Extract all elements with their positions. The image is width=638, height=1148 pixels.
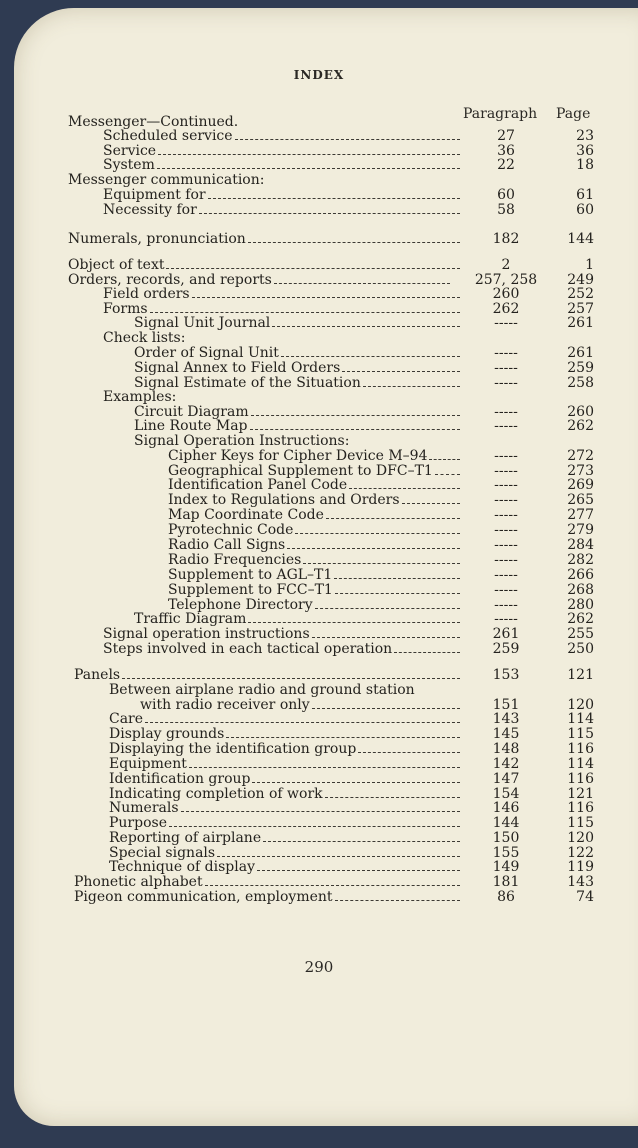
entry-label: Orders, records, and reports [68, 272, 272, 288]
entry-label: Display grounds [109, 726, 225, 742]
entry-paragraph: ----- [494, 597, 518, 613]
entry-label: Radio Call Signs [168, 537, 286, 553]
entry-label: Displaying the identification group [109, 741, 357, 757]
index-entry [0, 286, 638, 302]
index-entry [0, 330, 638, 346]
index-entry [0, 448, 638, 464]
entry-paragraph: ----- [494, 552, 518, 568]
dot-leader [274, 283, 450, 284]
dot-leader [248, 242, 460, 243]
entry-page: 257 [567, 301, 594, 317]
entry-paragraph: 36 [497, 143, 515, 159]
entry-paragraph: 155 [492, 845, 520, 861]
entry-page: 272 [567, 448, 594, 464]
entry-label: Panels [74, 667, 121, 683]
entry-paragraph: 146 [492, 800, 520, 816]
index-entry [0, 345, 638, 361]
entry-page: 279 [567, 522, 594, 538]
entry-page: 121 [567, 667, 594, 683]
dot-leader [217, 856, 460, 857]
entry-label: Messenger—Continued. [68, 114, 239, 130]
entry-paragraph: ----- [494, 492, 518, 508]
entry-paragraph: ----- [494, 448, 518, 464]
index-entry [0, 389, 638, 405]
entry-paragraph: 148 [492, 741, 520, 757]
entry-label: Line Route Map [134, 418, 248, 434]
entry-paragraph: 182 [492, 231, 520, 247]
dot-leader [334, 578, 460, 579]
entry-label: Necessity for [103, 202, 197, 218]
entry-paragraph: ----- [494, 404, 518, 420]
dot-leader [312, 637, 460, 638]
entry-label: Index to Regulations and Orders [168, 492, 400, 508]
dot-leader [250, 429, 460, 430]
index-entry [0, 611, 638, 627]
entry-page: 262 [567, 611, 594, 627]
entry-paragraph: 260 [492, 286, 520, 302]
entry-page: 261 [567, 315, 594, 331]
entry-paragraph: 261 [492, 626, 520, 642]
entry-paragraph: ----- [494, 582, 518, 598]
dot-leader [181, 811, 460, 812]
entry-paragraph: ----- [494, 345, 518, 361]
entry-page: 255 [567, 626, 594, 642]
entry-label: Technique of display [109, 859, 255, 875]
entry-page: 266 [567, 567, 594, 583]
entry-paragraph: 22 [497, 157, 515, 173]
entry-label: Numerals, pronunciation [68, 231, 246, 247]
dot-leader [312, 708, 460, 709]
entry-label: Radio Frequencies [168, 552, 302, 568]
entry-page: 116 [567, 800, 594, 816]
index-entry [0, 507, 638, 523]
dot-leader [145, 722, 460, 723]
index-entry [0, 128, 638, 144]
entry-label: Field orders [103, 286, 190, 302]
dot-leader [251, 415, 460, 416]
index-entry [0, 667, 638, 683]
entry-page: 260 [567, 404, 594, 420]
entry-label: Purpose [109, 815, 167, 831]
page-number: 290 [304, 958, 334, 976]
entry-label: Order of Signal Unit [134, 345, 279, 361]
entry-label: with radio receiver only [140, 697, 310, 713]
index-entry [0, 202, 638, 218]
entry-label: Signal Annex to Field Orders [134, 360, 341, 376]
dot-leader [287, 548, 460, 549]
entry-page: 36 [576, 143, 594, 159]
index-entry [0, 726, 638, 742]
entry-page: 261 [567, 345, 594, 361]
entry-page: 120 [567, 697, 594, 713]
entry-paragraph: 143 [492, 711, 520, 727]
entry-label: Check lists: [103, 330, 186, 346]
entry-paragraph: ----- [494, 463, 518, 479]
dot-leader [315, 608, 460, 609]
index-entry [0, 477, 638, 493]
index-entry [0, 433, 638, 449]
entry-label: Pigeon communication, employment [74, 889, 333, 905]
index-entry [0, 771, 638, 787]
paragraph-column-header: Paragraph [463, 106, 538, 122]
entry-page: 144 [567, 231, 594, 247]
entry-label: Scheduled service [103, 128, 233, 144]
entry-paragraph: 150 [492, 830, 520, 846]
dot-leader [205, 885, 460, 886]
index-entry [0, 830, 638, 846]
entry-page: 250 [567, 641, 594, 657]
entry-paragraph: ----- [494, 537, 518, 553]
entry-label: Messenger communication: [68, 172, 265, 188]
entry-page: 269 [567, 477, 594, 493]
entry-label: Map Coordinate Code [168, 507, 324, 523]
index-entry [0, 187, 638, 203]
dot-leader [235, 139, 460, 140]
entry-label: Reporting of airplane [109, 830, 262, 846]
entry-page: 1 [585, 257, 594, 273]
entry-label: Numerals [109, 800, 179, 816]
index-entry [0, 741, 638, 757]
entry-page: 268 [567, 582, 594, 598]
dot-leader [281, 356, 460, 357]
dot-leader [248, 622, 460, 623]
entry-label: Signal Operation Instructions: [134, 433, 350, 449]
entry-paragraph: ----- [494, 522, 518, 538]
entry-label: Special signals [109, 845, 216, 861]
page-title: INDEX [293, 68, 345, 82]
dot-leader [157, 168, 460, 169]
entry-paragraph: 60 [497, 187, 515, 203]
entry-page: 259 [567, 360, 594, 376]
entry-page: 280 [567, 597, 594, 613]
entry-paragraph: ----- [494, 611, 518, 627]
index-entry [0, 360, 638, 376]
dot-leader [358, 752, 460, 753]
entry-label: Pyrotechnic Code [168, 522, 294, 538]
page-column-header: Page [556, 106, 591, 122]
entry-paragraph: 151 [492, 697, 520, 713]
dot-leader [402, 503, 460, 504]
dot-leader [166, 268, 460, 269]
dot-leader [349, 488, 460, 489]
index-entry [0, 257, 638, 273]
index-entry [0, 567, 638, 583]
entry-label: Cipher Keys for Cipher Device M–94 [168, 448, 428, 464]
entry-paragraph: 142 [492, 756, 520, 772]
index-entry [0, 522, 638, 538]
index-entry [0, 874, 638, 890]
entry-label: Traffic Diagram [134, 611, 247, 627]
entry-page: 258 [567, 375, 594, 391]
index-entry [0, 682, 638, 698]
entry-label: Signal Unit Journal [134, 315, 271, 331]
entry-page: 252 [567, 286, 594, 302]
dot-leader [199, 213, 460, 214]
dot-leader [263, 841, 460, 842]
dot-leader [326, 518, 460, 519]
entry-label: Supplement to AGL–T1 [168, 567, 333, 583]
dot-leader [435, 474, 460, 475]
entry-label: Care [109, 711, 144, 727]
entry-paragraph: 2 [501, 257, 511, 273]
dot-leader [122, 678, 460, 679]
entry-label: Telephone Directory [168, 597, 313, 613]
entry-paragraph: 257, 258 [474, 272, 538, 288]
entry-label: Circuit Diagram [134, 404, 249, 420]
entry-label: Signal operation instructions [103, 626, 310, 642]
entry-paragraph: ----- [494, 375, 518, 391]
entry-page: 114 [567, 756, 594, 772]
entry-paragraph: 262 [492, 301, 520, 317]
entry-label: Service [103, 143, 157, 159]
entry-label: Equipment [109, 756, 187, 772]
dot-leader [252, 782, 460, 783]
index-entry [0, 800, 638, 816]
entry-paragraph: 154 [492, 786, 520, 802]
entry-page: 23 [576, 128, 594, 144]
entry-paragraph: ----- [494, 418, 518, 434]
entry-paragraph: 149 [492, 859, 520, 875]
index-entry [0, 157, 638, 173]
entry-page: 119 [567, 859, 594, 875]
dot-leader [272, 326, 460, 327]
index-entry [0, 315, 638, 331]
dot-leader [325, 797, 460, 798]
entry-paragraph: 181 [492, 874, 520, 890]
entry-label: Identification Panel Code [168, 477, 348, 493]
entry-page: 282 [567, 552, 594, 568]
entry-paragraph: ----- [494, 315, 518, 331]
dot-leader [169, 826, 460, 827]
dot-leader [189, 767, 460, 768]
index-entry [0, 756, 638, 772]
index-entry [0, 641, 638, 657]
dot-leader [335, 900, 460, 901]
entry-label: Phonetic alphabet [74, 874, 203, 890]
entry-page: 114 [567, 711, 594, 727]
entry-page: 115 [567, 815, 594, 831]
entry-paragraph: ----- [494, 507, 518, 523]
dot-leader [342, 371, 460, 372]
index-entry [0, 492, 638, 508]
entry-page: 273 [567, 463, 594, 479]
entry-paragraph: ----- [494, 567, 518, 583]
dot-leader [394, 652, 460, 653]
entry-label: Equipment for [103, 187, 206, 203]
entry-page: 121 [567, 786, 594, 802]
entry-label: Between airplane radio and ground station [109, 682, 415, 698]
entry-paragraph: 144 [492, 815, 520, 831]
entry-page: 265 [567, 492, 594, 508]
entry-paragraph: 27 [497, 128, 515, 144]
entry-page: 74 [576, 889, 594, 905]
entry-label: Geographical Supplement to DFC–T1 [168, 463, 433, 479]
entry-label: Object of text [68, 257, 165, 273]
dot-leader [429, 459, 460, 460]
entry-page: 120 [567, 830, 594, 846]
index-entry [0, 711, 638, 727]
entry-paragraph: 259 [492, 641, 520, 657]
dot-leader [158, 154, 460, 155]
entry-label: System [103, 157, 155, 173]
dot-leader [150, 312, 460, 313]
entry-label: Forms [103, 301, 148, 317]
entry-label: Examples: [103, 389, 177, 405]
entry-page: 115 [567, 726, 594, 742]
entry-page: 277 [567, 507, 594, 523]
dot-leader [303, 563, 460, 564]
dot-leader [335, 593, 460, 594]
index-entry [0, 172, 638, 188]
index-entry [0, 552, 638, 568]
entry-page: 61 [576, 187, 594, 203]
entry-label: Supplement to FCC–T1 [168, 582, 333, 598]
entry-label: Signal Estimate of the Situation [134, 375, 361, 391]
index-entry [0, 859, 638, 875]
dot-leader [226, 737, 460, 738]
index-entry [0, 626, 638, 642]
entry-paragraph: 147 [492, 771, 520, 787]
dot-leader [192, 297, 460, 298]
entry-page: 249 [567, 272, 594, 288]
entry-page: 143 [567, 874, 594, 890]
entry-paragraph: ----- [494, 477, 518, 493]
dot-leader [363, 386, 460, 387]
dot-leader [295, 533, 460, 534]
dot-leader [208, 198, 460, 199]
entry-paragraph: 145 [492, 726, 520, 742]
index-entry [0, 537, 638, 553]
entry-label: Steps involved in each tactical operation [103, 641, 393, 657]
entry-label: Identification group [109, 771, 251, 787]
index-entry [0, 418, 638, 434]
index-entry [0, 582, 638, 598]
index-entry [0, 889, 638, 905]
entry-page: 122 [567, 845, 594, 861]
index-entry [0, 815, 638, 831]
entry-page: 116 [567, 741, 594, 757]
entry-paragraph: ----- [494, 360, 518, 376]
entry-page: 18 [576, 157, 594, 173]
entry-page: 60 [576, 202, 594, 218]
entry-label: Indicating completion of work [109, 786, 323, 802]
entry-page: 284 [567, 537, 594, 553]
entry-paragraph: 86 [497, 889, 515, 905]
dot-leader [257, 870, 460, 871]
entry-paragraph: 58 [497, 202, 515, 218]
entry-page: 116 [567, 771, 594, 787]
entry-page: 262 [567, 418, 594, 434]
entry-paragraph: 153 [492, 667, 520, 683]
index-entry [0, 231, 638, 247]
